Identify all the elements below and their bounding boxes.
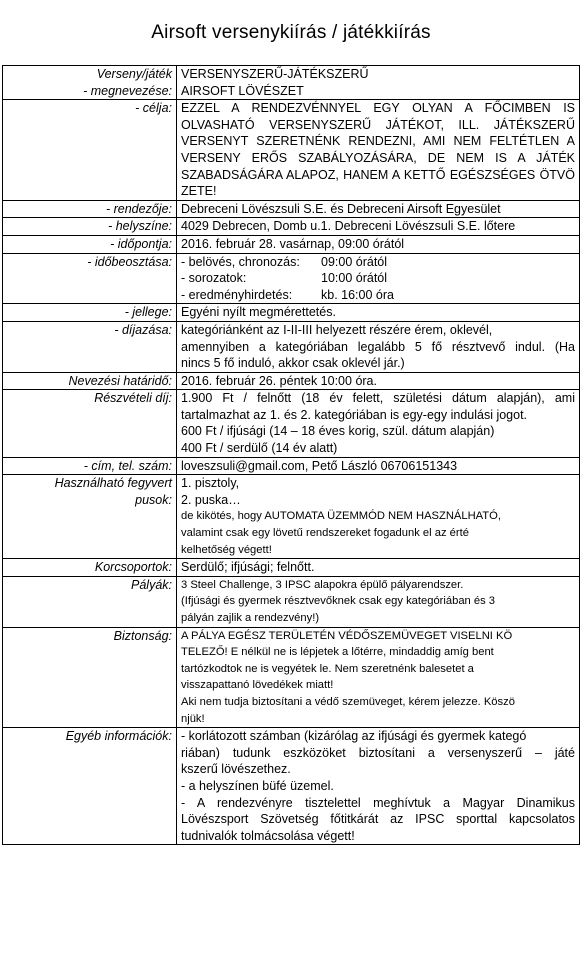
label-line: Verseny/játék — [96, 67, 172, 81]
row-safety — [3, 627, 580, 728]
label-line: - célja: — [135, 101, 172, 116]
value-line: kategóriánként az I-II-III helyezett részére érem, oklevél, — [181, 322, 493, 337]
row-value — [177, 728, 580, 845]
row-deadline — [3, 372, 580, 390]
value-line: 1.900 Ft / felnőtt (18 év felett, születési dátum alapján), ami — [181, 391, 575, 406]
value-line: pályán zajlik a rendezvény!) — [181, 612, 320, 624]
value-line: 400 Ft / serdülő (14 év alatt) — [181, 441, 338, 456]
value-line: A PÁLYA EGÉSZ TERÜLETÉN VÉDŐSZEMÜVEGET VISELNI KÖ — [181, 629, 513, 642]
row-value — [177, 235, 580, 253]
label-line: Biztonság: — [113, 628, 172, 643]
row-label — [3, 475, 177, 559]
label-line: Korcsoportok: — [94, 560, 172, 575]
value-line: Debreceni Lövészsuli S.E. és Debreceni Airsoft Egyesület — [181, 201, 501, 216]
row-label — [3, 627, 177, 728]
value-line: - a helyszínen büfé üzemel. — [181, 778, 334, 793]
row-age-groups — [3, 559, 580, 577]
row-purpose — [3, 100, 580, 201]
value-line: EZZEL A RENDEZVÉNNYEL EGY OLYAN A FŐCIMBEN IS — [181, 101, 575, 116]
value-line: njük! — [181, 712, 205, 725]
value-line: 3 Steel Challenge, 3 IPSC alapokra épülő pályarendszer. — [181, 578, 464, 591]
row-label — [3, 66, 177, 100]
row-value — [177, 304, 580, 322]
value-line: tartalmazhat az 1. és 2. kategóriában is egy-egy indulási jogot. — [181, 407, 528, 422]
row-value — [177, 100, 580, 201]
schedule-item — [181, 254, 575, 271]
label-line: - cím, tel. szám: — [83, 458, 172, 473]
value-line: riában) tudunk eszközöket biztosítani a versenyszerű – játé — [181, 745, 575, 760]
row-name — [3, 66, 580, 100]
value-line: AIRSOFT LÖVÉSZET — [181, 83, 304, 98]
row-location — [3, 218, 580, 236]
value-line: VERSENYSZERŰ-JÁTÉKSZERŰ — [181, 67, 369, 81]
label-line: Egyéb információk: — [65, 729, 172, 744]
row-value — [177, 321, 580, 372]
label-line: Nevezési határidő: — [68, 373, 172, 388]
label-line: - rendezője: — [105, 201, 172, 216]
row-label — [3, 457, 177, 475]
value-line: valamint csak egy lövetű rendszereket fogadunk el az érté — [181, 527, 469, 540]
row-label — [3, 559, 177, 577]
row-label — [3, 100, 177, 201]
row-other-info — [3, 728, 580, 845]
value-line: VERSENY ERŐS SZABÁLYOZÁSÁRA, DE NEM IS A JÁTÉK — [181, 150, 575, 165]
value-line: kelhetőség végett! — [181, 543, 272, 556]
row-label — [3, 253, 177, 304]
value-line: nincs 5 fő induló, akkor csak oklevél jár.) — [181, 356, 405, 371]
row-value — [177, 559, 580, 577]
row-label — [3, 218, 177, 236]
value-line: - korlátozott számban (kizárólag az ifjúsági és gyermek kategó — [181, 729, 527, 744]
value-line: de kikötés, hogy AUTOMATA ÜZEMMÓD NEM HASZNÁLHATÓ, — [181, 510, 501, 523]
row-label — [3, 390, 177, 457]
row-stages — [3, 576, 580, 627]
row-schedule — [3, 253, 580, 304]
value-line: visszapattanó lövedékek miatt! — [181, 679, 334, 692]
schedule-item — [181, 287, 575, 304]
schedule-item-name: - eredményhirdetés: — [181, 287, 293, 302]
schedule-item-time: 10:00 órától — [321, 271, 388, 286]
row-value — [177, 627, 580, 728]
row-value — [177, 457, 580, 475]
value-line: 600 Ft / ifjúsági (14 – 18 éves korig, szül. dátum alapján) — [181, 424, 495, 439]
label-line: Használható fegyvert — [54, 476, 172, 491]
row-label — [3, 728, 177, 845]
row-type — [3, 304, 580, 322]
label-line: Pályák: — [131, 577, 172, 592]
label-line: - jellege: — [124, 305, 172, 320]
value-line: 2. puska… — [181, 492, 241, 507]
row-value — [177, 253, 580, 304]
row-value — [177, 372, 580, 390]
schedule-item — [181, 270, 575, 287]
row-value — [177, 66, 580, 100]
schedule-item-name: - sorozatok: — [181, 271, 247, 286]
value-line: (Ifjúsági és gyermek résztvevőknek csak egy kategóriában és 3 — [181, 595, 496, 608]
row-value — [177, 200, 580, 218]
value-line: tudnivalók tolmácsolása végett! — [181, 828, 355, 843]
row-weapons — [3, 475, 580, 559]
row-label — [3, 200, 177, 218]
schedule-item-name: - belövés, chronozás: — [181, 254, 300, 269]
value-line: Aki nem tudja biztosítani a védő szemüveget, kérem jelezze. Köszö — [181, 695, 515, 708]
value-line: ZETE! — [181, 184, 217, 199]
row-value — [177, 576, 580, 627]
row-organizer — [3, 200, 580, 218]
value-line: - A rendezvényre tisztelettel meghívtuk a Magyar Dinamikus — [181, 795, 575, 810]
value-line: OLVASHATÓ VERSENYSZERŰ JÁTÉKOT, ILL. JÁTÉKSZERŰ — [181, 117, 575, 132]
value-line: 4029 Debrecen, Domb u.1. Debreceni Lövészsuli S.E. lőtere — [181, 219, 516, 234]
document-title: Airsoft versenykiírás / játékkiírás — [151, 22, 431, 43]
value-line: tartózkodtok ne is vegyétek le. Nem szeretnénk balesetet a — [181, 662, 474, 675]
row-contact — [3, 457, 580, 475]
label-line: - díjazása: — [114, 322, 172, 337]
label-line: - időbeosztása: — [87, 254, 172, 269]
value-line: VERSENYT SZERETNÉNK RENDEZNI, AMI NEM FELTÉTLEN A — [181, 134, 575, 149]
value-line: 1. pisztoly, — [181, 476, 240, 491]
label-line: - időpontja: — [110, 236, 172, 251]
value-line: SZABADSÁGÁRA ALAPOZ, HANEM A KETTŐ EGÉSZSÉGES ÖTVÖ — [181, 167, 575, 182]
label-line: Részvételi díj: — [94, 391, 172, 406]
row-value — [177, 218, 580, 236]
value-line: Serdülő; ifjúsági; felnőtt. — [181, 560, 315, 575]
contact-value: loveszsuli@gmail.com, Pető László 06706151343 — [181, 458, 458, 473]
row-value — [177, 475, 580, 559]
label-line: - helyszíne: — [108, 219, 172, 234]
row-prizes — [3, 321, 580, 372]
value-line: 2016. február 28. vasárnap, 09:00 órától — [181, 236, 405, 251]
value-line: Lövészsport Szövetség főtitkárát az IPSC sporttal kapcsolatos — [181, 812, 575, 827]
row-fee — [3, 390, 580, 457]
row-date — [3, 235, 580, 253]
row-label — [3, 372, 177, 390]
row-label — [3, 235, 177, 253]
value-line: amennyiben a kategóriában legalább 5 fő résztvevő indul. (Ha — [181, 339, 575, 354]
value-line: Egyéni nyílt megmérettetés. — [181, 305, 336, 320]
schedule-item-time: 09:00 órától — [321, 254, 388, 269]
competition-info-table — [2, 65, 580, 845]
label-line: pusok: — [135, 492, 172, 507]
row-value — [177, 390, 580, 457]
value-line: 2016. február 26. péntek 10:00 óra. — [181, 373, 377, 388]
row-label — [3, 304, 177, 322]
schedule-item-time: kb. 16:00 óra — [321, 287, 394, 302]
row-label — [3, 321, 177, 372]
value-line: TELEZŐ! E nélkül ne is lépjetek a lőtérre, mindaddig amíg bent — [181, 646, 494, 659]
row-label — [3, 576, 177, 627]
label-line: - megnevezése: — [83, 83, 172, 98]
value-line: kszerű lövészethez. — [181, 762, 291, 777]
